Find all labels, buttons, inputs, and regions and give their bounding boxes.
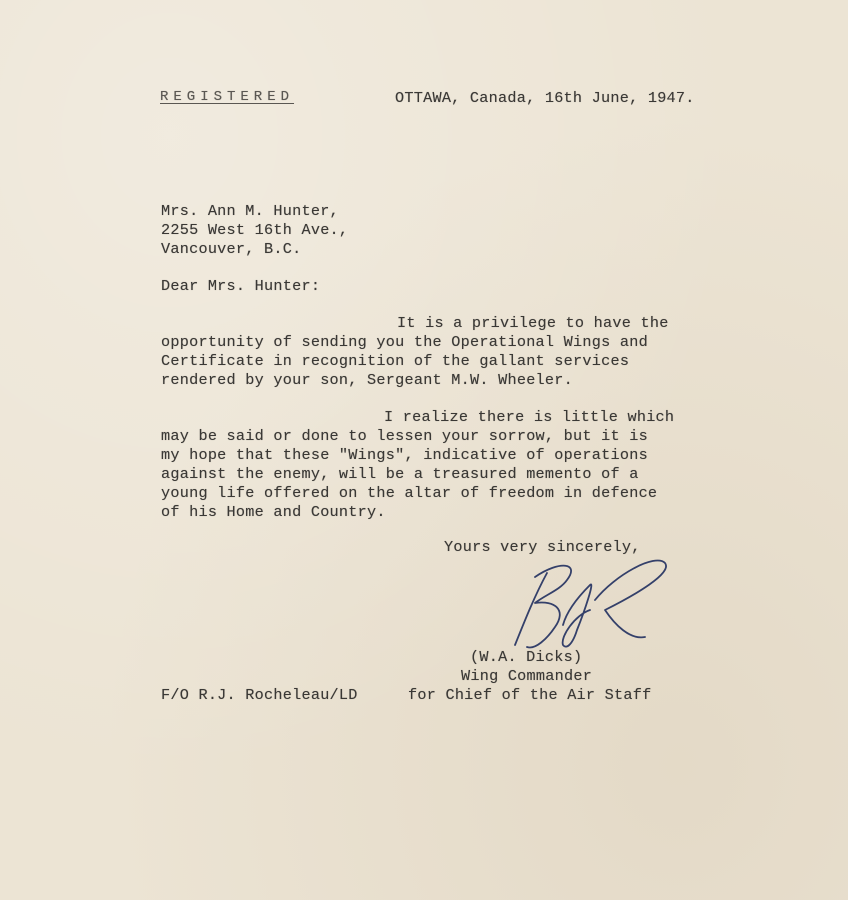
paragraph-line: against the enemy, will be a treasured memento of a [161, 465, 639, 483]
paragraph-line: It is a privilege to have the [397, 314, 669, 332]
recipient-street: 2255 West 16th Ave., [161, 221, 349, 239]
place-date: OTTAWA, Canada, 16th June, 1947. [395, 89, 695, 107]
signer-rank: Wing Commander [461, 667, 593, 685]
paragraph-line: may be said or done to lessen your sorrow, but it is [161, 427, 648, 445]
signer-name: (W.A. Dicks) [470, 648, 583, 666]
closing: Yours very sincerely, [444, 538, 641, 556]
paragraph-line: opportunity of sending you the Operational Wings and [161, 333, 648, 351]
signature-icon [505, 555, 680, 655]
paragraph-line: I realize there is little which [384, 408, 675, 426]
recipient-name: Mrs. Ann M. Hunter, [161, 202, 339, 220]
salutation: Dear Mrs. Hunter: [161, 277, 321, 295]
paragraph-line: Certificate in recognition of the gallant services [161, 352, 630, 370]
signer-title: for Chief of the Air Staff [408, 686, 652, 704]
recipient-city: Vancouver, B.C. [161, 240, 302, 258]
reference-initials: F/O R.J. Rocheleau/LD [161, 686, 358, 704]
registered-stamp: REGISTERED [160, 89, 295, 105]
paragraph-line: rendered by your son, Sergeant M.W. Wheeler. [161, 371, 574, 389]
paragraph-line: of his Home and Country. [161, 503, 386, 521]
paragraph-line: young life offered on the altar of freedom in defence [161, 484, 658, 502]
paragraph-line: my hope that these "Wings", indicative of operations [161, 446, 648, 464]
